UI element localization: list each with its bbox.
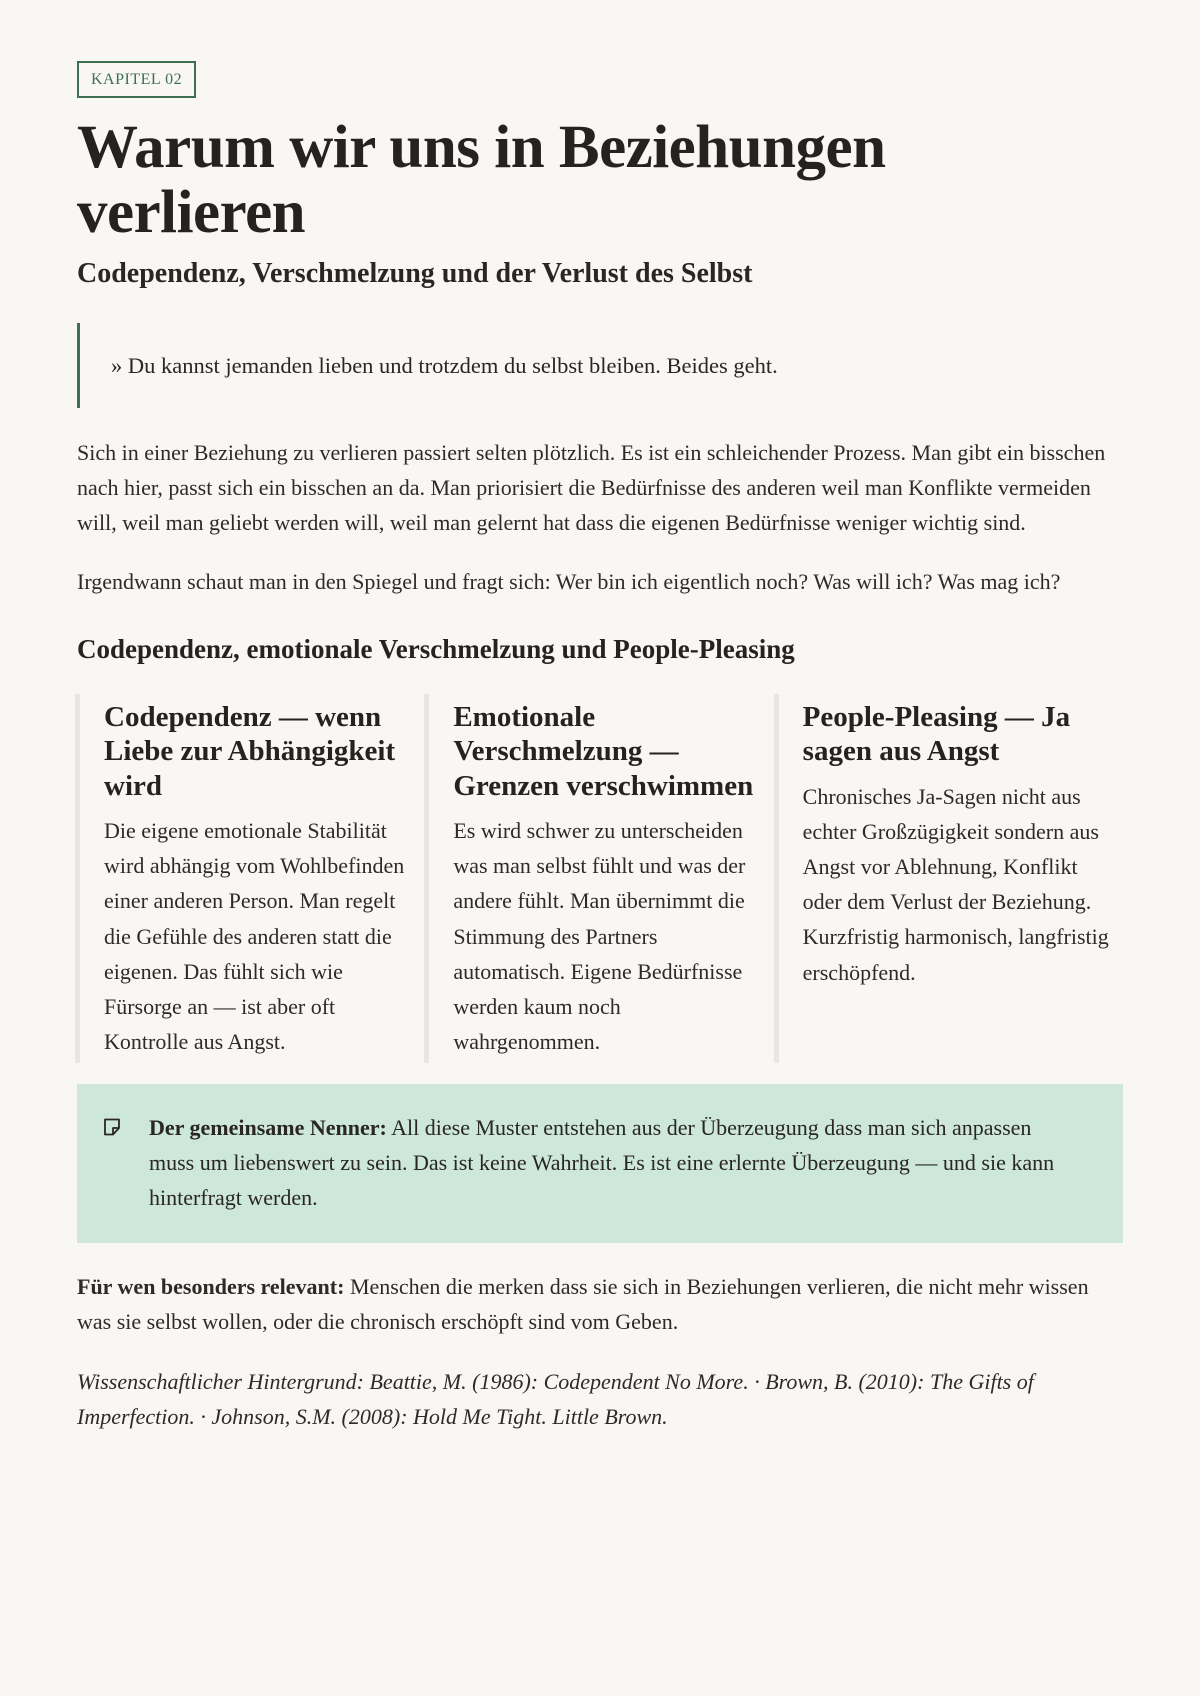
- chapter-page: [77, 61, 1123, 1434]
- page-title: Warum wir uns in Beziehungen verlieren: [77, 114, 886, 246]
- sources-note: Wissenschaftlicher Hintergrund: Beattie, M. (1986): Codependent No More. · Brown, B. (2010): The Gifts of Imperfection. · Johnson, S.M. (2008): Hold Me Tight. Little Brown.: [77, 1369, 1034, 1430]
- pattern-card-heading: Codependenz — wenn Liebe zur Abhängigkeit wird: [104, 700, 396, 802]
- page-subtitle: Codependenz, Verschmelzung und der Verlust des Selbst: [77, 258, 753, 290]
- relevance-label: Für wen besonders relevant:: [77, 1274, 345, 1300]
- question-paragraph: Irgendwann schaut man in den Spiegel und fragt sich: Wer bin ich eigentlich noch? Was will ich? Was mag ich?: [77, 569, 1061, 595]
- callout-box: [77, 1084, 1123, 1243]
- note-icon: [102, 1117, 122, 1137]
- relevance-paragraph: [77, 1269, 1123, 1339]
- pattern-card-codependenz: [75, 694, 424, 1064]
- callout-label: Der gemeinsame Nenner:: [149, 1115, 387, 1141]
- callout-text: [149, 1110, 1067, 1215]
- intro-paragraph: Sich in einer Beziehung zu verlieren passiert selten plötzlich. Es ist ein schleichender Prozess. Man gibt ein bisschen nach hier, passt sich ein bisschen an da. Man priorisiert die Bedürfnisse des anderen weil man Konflikte vermeiden will, weil man geliebt werden will, weil man gelernt hat dass die eigenen Bedürfnisse weniger wichtig sind.: [77, 440, 1106, 536]
- pattern-card-text: Es wird schwer zu unterscheiden was man selbst fühlt und was der andere fühlt. Man übernimmt die Stimmung des Partners automatisch. Eigene Bedürfnisse werden kaum noch wahrgenommen.: [453, 818, 746, 1055]
- pattern-card-verschmelzung: [424, 694, 773, 1064]
- pattern-columns: [75, 694, 1123, 1064]
- chapter-badge: KAPITEL 02: [77, 61, 196, 98]
- pattern-card-text: Die eigene emotionale Stabilität wird abhängig vom Wohlbefinden einer anderen Person. Man regelt die Gefühle des anderen statt die eigenen. Das fühlt sich wie Fürsorge an — ist aber oft Kontrolle aus Angst.: [104, 818, 405, 1055]
- pattern-card-heading: People-Pleasing — Ja sagen aus Angst: [802, 700, 1071, 768]
- pattern-card-people-pleasing: [774, 694, 1123, 1064]
- pattern-card-text: Chronisches Ja-Sagen nicht aus echter Großzügigkeit sondern aus Angst vor Ablehnung, Konflikt oder dem Verlust der Beziehung. Kurzfristig harmonisch, langfristig erschöpfend.: [802, 783, 1109, 985]
- section-heading: Codependenz, emotionale Verschmelzung und People-Pleasing: [77, 634, 795, 665]
- pattern-card-heading: Emotionale Verschmelzung — Grenzen verschwimmen: [453, 700, 754, 802]
- pull-quote: » Du kannst jemanden lieben und trotzdem du selbst bleiben. Beides geht.: [77, 323, 1123, 408]
- relevance-text: Menschen die merken dass sie sich in Beziehungen verlieren, die nicht mehr wissen was sie selbst wollen, oder die chronisch erschöpft sind vom Geben.: [77, 1274, 1089, 1335]
- callout-body: All diese Muster entstehen aus der Überzeugung dass man sich anpassen muss um liebenswert zu sein. Das ist keine Wahrheit. Es ist eine erlernte Überzeugung — und sie kann hinterfragt werden.: [149, 1115, 1055, 1211]
